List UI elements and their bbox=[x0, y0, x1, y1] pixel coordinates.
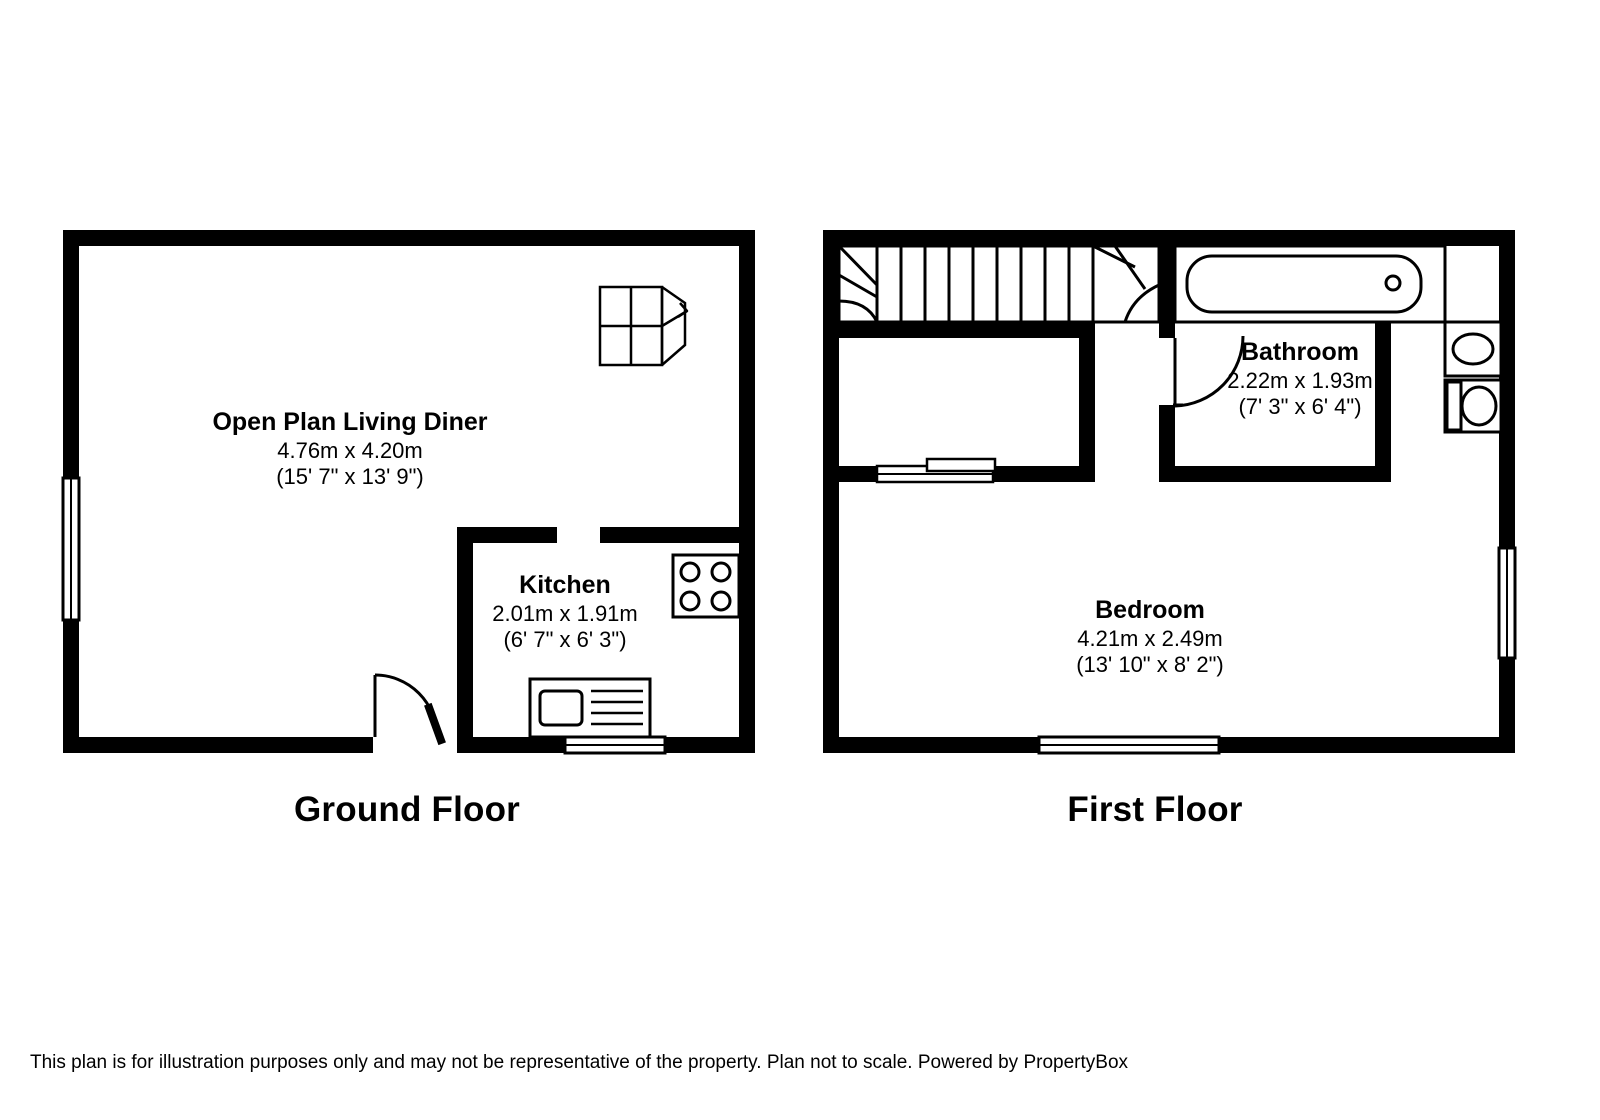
ground-floor-plan bbox=[55, 225, 765, 829]
room-label-bedroom bbox=[995, 595, 1305, 679]
plan-disclaimer: This plan is for illustration purposes only and may not be representative of the property. Plan not to scale. Powered by PropertyBox bbox=[30, 1052, 1129, 1073]
room-dimension-metric: 2.22m x 1.93m bbox=[1227, 367, 1373, 393]
sink-fixture bbox=[530, 679, 650, 737]
room-dimension-metric: 4.21m x 2.49m bbox=[1077, 625, 1223, 651]
first-floor-drawing bbox=[815, 225, 1525, 765]
room-dimension-imperial: (6' 7" x 6' 3") bbox=[503, 627, 627, 653]
room-dimension-metric: 4.76m x 4.20m bbox=[277, 437, 423, 463]
room-dimension-imperial: (15' 7" x 13' 9") bbox=[276, 464, 424, 490]
room-dimension-metric: 2.01m x 1.91m bbox=[492, 600, 638, 626]
ground-floor-drawing bbox=[55, 225, 765, 765]
ground-floor-title: Ground Floor bbox=[294, 790, 520, 829]
room-name: Open Plan Living Diner bbox=[212, 408, 488, 436]
window-south bbox=[565, 737, 665, 753]
entry-door bbox=[373, 675, 457, 753]
window-south bbox=[1039, 737, 1219, 753]
first-floor-plan bbox=[815, 225, 1525, 829]
room-dimension-imperial: (13' 10" x 8' 2") bbox=[1076, 652, 1224, 678]
room-name: Bathroom bbox=[1240, 338, 1360, 366]
hob-fixture bbox=[673, 555, 739, 617]
room-label-bathroom bbox=[1145, 337, 1455, 421]
window-west bbox=[63, 478, 79, 620]
room-label-open-plan-living-diner bbox=[140, 407, 560, 491]
room-dimension-imperial: (7' 3" x 6' 4") bbox=[1238, 394, 1362, 420]
staircase bbox=[839, 246, 1159, 322]
stair-opening-symbol bbox=[600, 287, 687, 365]
ground-floor-walls bbox=[63, 230, 755, 753]
landing-opening bbox=[877, 459, 995, 482]
window-east bbox=[1499, 548, 1515, 658]
room-name: Bedroom bbox=[1095, 596, 1205, 624]
first-floor-title: First Floor bbox=[1067, 790, 1243, 829]
room-name: Kitchen bbox=[519, 571, 611, 599]
bathtub-fixture bbox=[1175, 246, 1445, 322]
room-label-kitchen bbox=[455, 570, 675, 654]
